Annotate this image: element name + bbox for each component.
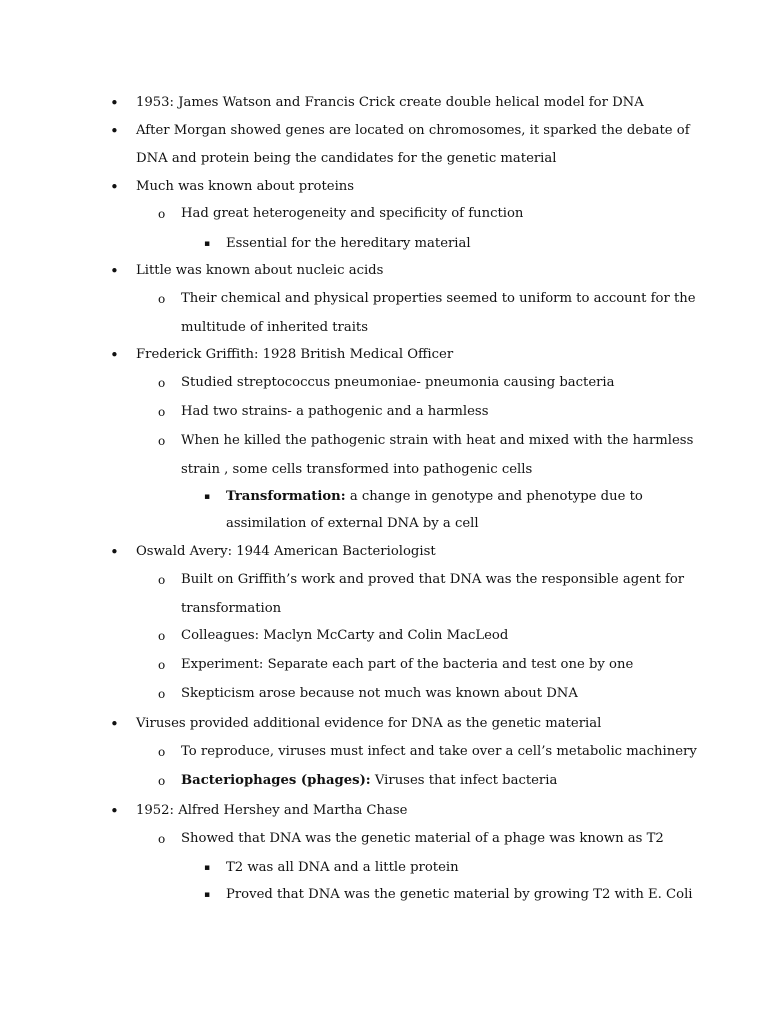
list-item-text: Colleagues: Maclyn McCarty and Colin MacLeod [181,628,509,643]
list-item-text: Skepticism arose because not much was known about DNA [181,686,578,701]
list-item-text: multitude of inherited traits [181,320,368,335]
definition-text: a change in genotype and phenotype due to [345,489,643,504]
list-item-text: Had great heterogeneity and specificity of function [181,206,524,221]
list-item-text: Had two strains- a pathogenic and a harmless [181,404,489,419]
bullet-marker: ▪ [204,239,211,249]
list-item-text: Frederick Griffith: 1928 British Medical Officer [136,347,454,362]
list-item-text: assimilation of external DNA by a cell [226,516,479,531]
bullet-marker: ▪ [204,863,211,873]
list-item-text: Their chemical and physical properties seemed to uniform to account for the [181,291,696,306]
bullet-marker: o [158,376,166,390]
list-item-text: Little was known about nucleic acids [136,263,384,278]
list-item-text: DNA and protein being the candidates for the genetic material [136,151,557,166]
list-item-text: Much was known about proteins [136,179,355,194]
bullet-marker: • [110,122,119,140]
list-item-text: When he killed the pathogenic strain with heat and mixed with the harmless [181,433,694,448]
bullet-marker: • [110,543,119,561]
list-item-text: Viruses provided additional evidence for DNA as the genetic material [136,716,602,731]
list-item-text: strain , some cells transformed into pathogenic cells [181,462,533,477]
list-item-text: Experiment: Separate each part of the bacteria and test one by one [181,657,634,672]
bullet-marker: • [110,715,119,733]
bullet-marker: o [158,687,166,701]
bullet-marker: o [158,405,166,419]
bullet-marker: • [110,802,119,820]
list-item-text [181,772,557,790]
list-item-text: After Morgan showed genes are located on chromosomes, it sparked the debate of [136,123,690,138]
bullet-marker: o [158,774,166,788]
bullet-marker: ▪ [204,492,211,502]
bullet-marker: o [158,745,166,759]
bullet-marker: o [158,573,166,587]
list-item-text: Studied streptococcus pneumoniae- pneumonia causing bacteria [181,375,615,390]
bullet-marker: • [110,262,119,280]
list-item-text: Essential for the hereditary material [226,236,471,251]
term-transformation: Transformation: [226,489,346,504]
list-item-text: To reproduce, viruses must infect and take over a cell’s metabolic machinery [181,744,697,759]
list-item-text: Built on Griffith’s work and proved that DNA was the responsible agent for [181,572,685,587]
list-item-text [226,488,643,506]
list-item-text: transformation [181,601,282,616]
list-item-text: 1952: Alfred Hershey and Martha Chase [136,803,408,818]
list-item-text: Proved that DNA was the genetic material by growing T2 with E. Coli [226,887,693,902]
bullet-marker: o [158,292,166,306]
bullet-marker: o [158,658,166,672]
list-item-text: Oswald Avery: 1944 American Bacteriologist [136,544,436,559]
bullet-marker: o [158,207,166,221]
list-item-text: 1953: James Watson and Francis Crick create double helical model for DNA [136,95,644,110]
bullet-marker: • [110,94,119,112]
definition-text: Viruses that infect bacteria [370,773,558,788]
list-item-text: Showed that DNA was the genetic material of a phage was known as T2 [181,831,664,846]
term-bacteriophages: Bacteriophages (phages): [181,773,371,788]
bullet-marker: ▪ [204,890,211,900]
bullet-marker: o [158,832,166,846]
bullet-marker: • [110,346,119,364]
bullet-marker: o [158,629,166,643]
list-item-text: T2 was all DNA and a little protein [226,860,459,875]
bullet-marker: o [158,434,166,448]
bullet-marker: • [110,178,119,196]
